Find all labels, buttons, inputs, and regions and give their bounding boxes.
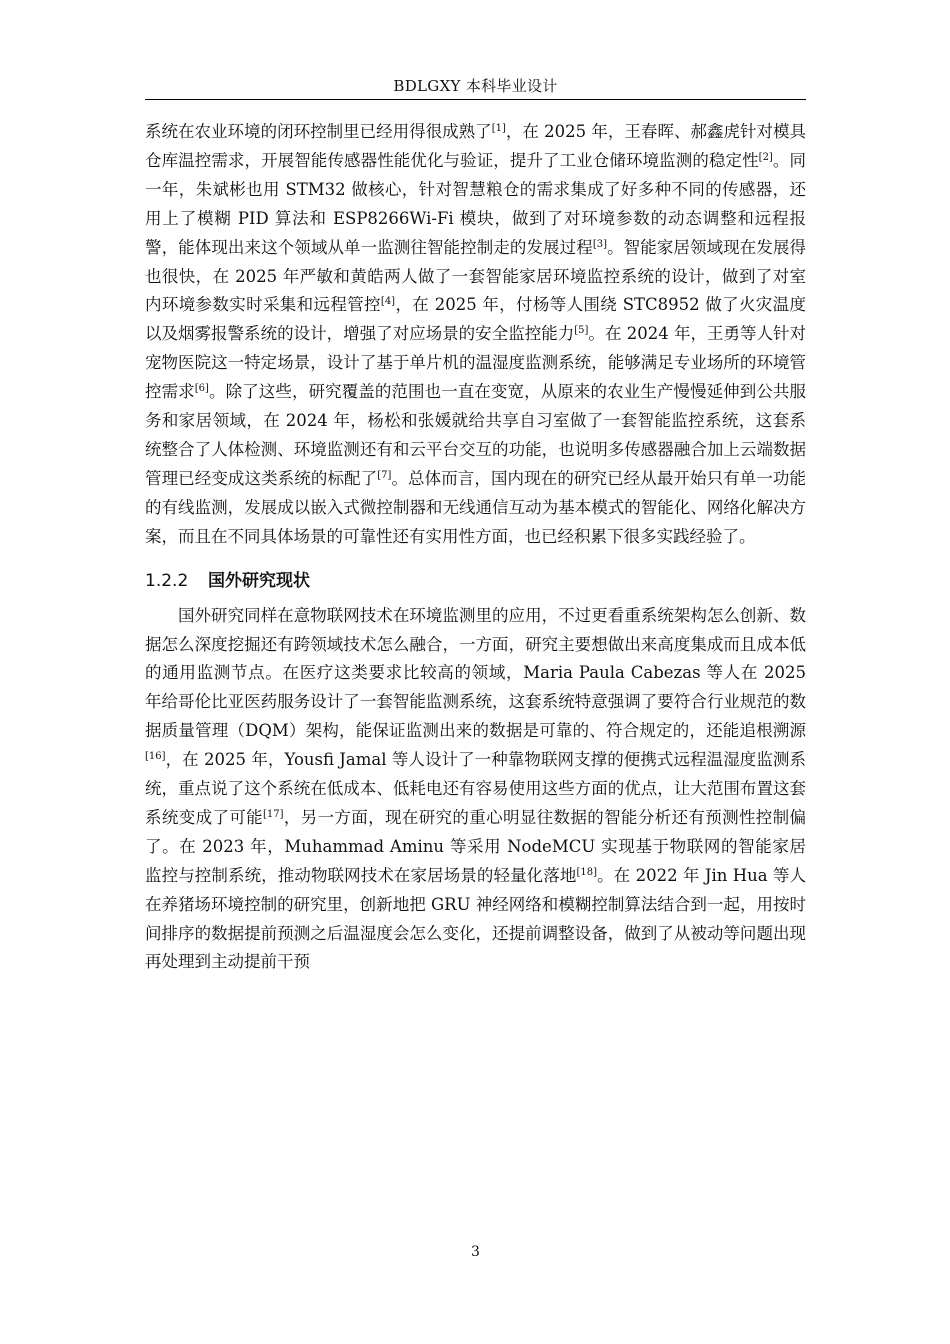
citation-ref: [6] — [194, 383, 209, 395]
text-run: 。智能家居领域现在发展得也很快，在 2025 年严敏和黄皓两人做了一套智能家居环境监控系统的设计，做到了对室内环境参数实时采集和远程管控 — [145, 237, 807, 315]
page-body — [145, 118, 806, 977]
text-run: ，另一方面，现在研究的重心明显往数据的智能分析还有预测性控制偏了。在 2023 年，Muhammad Aminu 等采用 NodeMCU 实现基于物联网的智能家居监控与控制系统，推动物联网技术在家居场景的轻量化落地 — [145, 807, 807, 885]
citation-ref: [7] — [377, 469, 392, 481]
section-heading — [145, 569, 806, 593]
text-run: 。在 2024 年，王勇等人针对宠物医院这一特定场景，设计了基于单片机的温湿度监测系统，能够满足专业场所的环境管控需求 — [145, 324, 807, 402]
text-run: 。同一年，朱斌彬也用 STM32 做核心，针对智慧粮仓的需求集成了好多种不同的传感器，还用上了模糊 PID 算法和 ESP8266Wi-Fi 模块，做到了对环境参数的动态调整和远程报警，能体现出来这个领域从单一监测往智能控制走的发展过程 — [145, 150, 807, 257]
text-run: 。在 2022 年 Jin Hua 等人在养猪场环境控制的研究里，创新地把 GRU 神经网络和模糊控制算法结合到一起，用按时间排序的数据提前预测之后温湿度会怎么变化，还提前调整设备，做到了从被动等问题出现再处理到主动提前干预 — [145, 865, 806, 972]
citation-ref: [4] — [380, 296, 396, 308]
text-run: ，在 2025 年，付杨等人围绕 STC8952 做了火灾温度以及烟雾报警系统的设计，增强了对应场景的安全监控能力 — [145, 295, 807, 344]
citation-ref: [3] — [592, 238, 607, 250]
text-run: ，在 2025 年，王春晖、郝鑫虎针对模具仓库温控需求，开展智能传感器性能优化与验证，提升了工业仓储环境监测的稳定性 — [145, 122, 807, 170]
paragraph-foreign-research — [145, 602, 806, 978]
citation-ref: [17] — [262, 808, 284, 820]
citation-ref: [16] — [145, 751, 166, 763]
text-run: ，在 2025 年，Yousfi Jamal 等人设计了一种靠物联网支撑的便携式远程温湿度监测系统，重点说了这个系统在低成本、低耗电还有容易使用这些方面的优点，让大范围布置这套系统变成了可能 — [145, 750, 806, 827]
text-run: 。除了这些，研究覆盖的范围也一直在变宽，从原来的农业生产慢慢延伸到公共服务和家居领域，在 2024 年，杨松和张媛就给共享自习室做了一套智能监控系统，这套系统整合了人体检测、环境监测还有和云平台交互的功能，也说明多传感器融合加上云端数据管理已经变成这类系统的标配了 — [145, 382, 807, 488]
header-rule — [145, 99, 806, 100]
text-run: 国外研究同样在意物联网技术在环境监测里的应用，不过更看重系统架构怎么创新、数据怎么深度挖掘还有跨领域技术怎么融合，一方面，研究主要想做出来高度集成而且成本低的通用监测节点。在医疗这类要求比较高的领域，Maria Paula Cabezas 等人在 2025 年给哥伦比亚医药服务设计了一套智能监测系统，这套系统特意强调了要符合行业规范的数据质量管理（DQM）架构，能保证监测出来的数据是可靠的、符合规定的，还能追根溯源 — [145, 605, 806, 741]
citation-ref: [2] — [758, 151, 773, 163]
citation-ref: [5] — [574, 325, 589, 337]
citation-ref: [18] — [576, 866, 597, 878]
running-header: BDLGXY 本科毕业设计 — [393, 77, 558, 95]
paragraph-domestic-research — [145, 118, 806, 552]
section-title: 国外研究现状 — [208, 570, 310, 591]
section-number: 1.2.2 — [145, 570, 189, 591]
citation-ref: [1] — [491, 123, 506, 134]
page-number: 3 — [471, 1244, 480, 1260]
text-run: 系统在农业环境的闭环控制里已经用得很成熟了 — [145, 122, 492, 141]
text-run: 。总体而言，国内现在的研究已经从最开始只有单一功能的有线监测，发展成以嵌入式微控制器和无线通信互动为基本模式的智能化、网络化解决方案，而且在不同具体场景的可靠性还有实用性方面，也已经积累下很多实践经验了。 — [145, 468, 807, 546]
